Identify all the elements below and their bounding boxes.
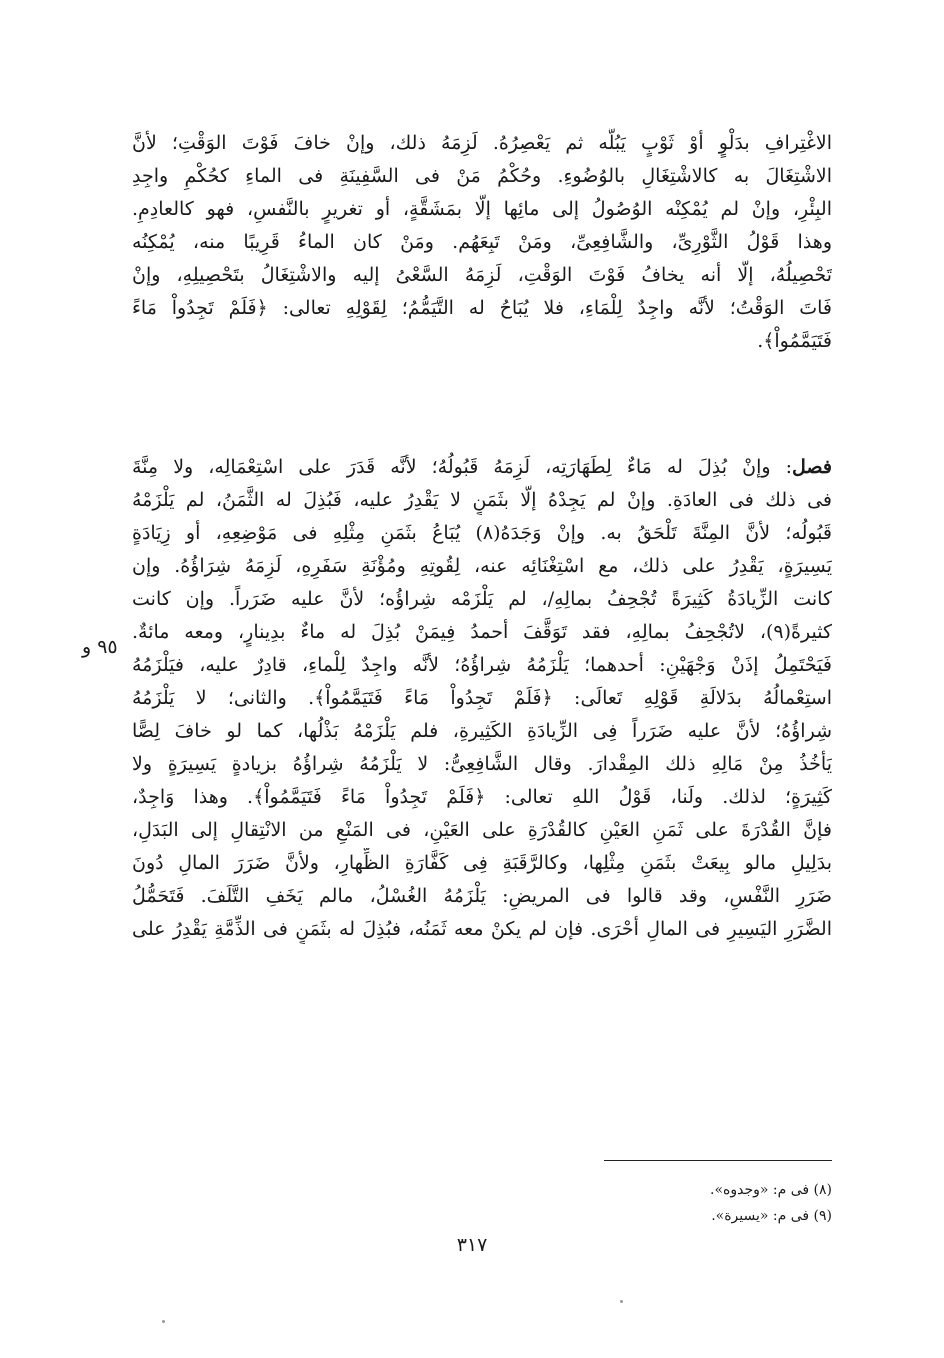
text-line — [132, 452, 832, 482]
text-line: وهذا قَوْلُ الثَّوْرِىِّ، والشَّافِعِىِّ، ومَنْ تَبِعَهُم. ومَنْ كان الماءُ قَرِيبًا منه، يُمْكِنُه — [132, 231, 832, 253]
text-line: كانت الزِّيادَةُ كَثِيرَةً تُجْحِفُ بمالِهِ/، لم يَلْزَمْه شِراؤُه؛ لأنَّ عليه ضَرَراً. وإن كانت — [132, 588, 832, 610]
text-line: شِراؤُهُ؛ لأنَّ عليه ضَرَراً فِى الزِّيادَةِ الكَثِيرةِ، فلم يَلْزَمْهُ بَذْلُها، كما لو خافَ لِصًّا — [132, 720, 832, 742]
text-line: كثيرةً(٩)، لاتُجْحِفُ بمالِهِ، فقد تَوَقَّفَ أحمدُ فِيمَنْ بُذِلَ له ماءٌ بدِينارٍ، ومعه مائةٌ. — [132, 621, 832, 643]
text-line: الاشْتِغَالَ به كالاشْتِغَالِ بالوُضُوءِ. وحُكْمُ مَنْ فى السَّفِينَةِ فى الماءِ كحُكْمِ واجِدِ — [132, 165, 832, 187]
scan-speck — [620, 1300, 623, 1303]
footnote: (٩) فى م: «يسيرة». — [711, 1208, 832, 1224]
text-line: تَحْصِيلُهُ، إلَّا أنه يخافُ فَوْتَ الوَقْتِ، لَزِمَهُ السَّعْىُ إليه والاشْتِغَالُ بتَحْصِيلِهِ، وإنْ — [132, 264, 832, 286]
footnote-separator — [604, 1160, 832, 1161]
text-line: استِعْمالُهُ بدَلالَةِ قَوْلِهِ تَعالَى: ﴿فَلَمْ تَجِدُواْ مَاءً فَتَيَمَّمُواْ﴾. والثانى؛ لا يَلْزَمُهُ — [132, 687, 832, 709]
text-line: فَتَيَمَّمُواْ﴾. — [757, 330, 832, 352]
text-line: يَأْخُذُ مِنْ مَالِهِ ذلك المِقْدارَ. وقال الشَّافِعِىُّ: لا يَلْزَمُهُ شِراؤُهُ بزيادةٍ يَسِيرَةٍ ولا — [132, 753, 832, 775]
page-number: ٣١٧ — [456, 1234, 488, 1256]
text-line: فَاتَ الوَقْتُ؛ لأنَّه واجِدٌ لِلْمَاءِ، فلا يُبَاحُ له التَّيَمُّمُ؛ لِقَوْلِهِ تعالى: ﴿فَلَمْ تَجِدُواْ مَاءً — [132, 297, 832, 319]
scan-speck — [162, 1320, 165, 1323]
text-line: يَسِيرَةٍ، يَقْدِرُ على ذلك، مع اسْتِغْنَائِه عنه، لِقُوتِهِ ومُؤْنَةِ سَفَرِهِ، لَزِمَهُ شِرَاؤُهُ. وإن — [132, 555, 832, 577]
footnote: (٨) فى م: «وجدوه». — [710, 1182, 832, 1198]
text-line: البِئْرِ، وإنْ لم يُمْكِنْه الوُصُولُ إلى مائِها إلَّا بمَشَقَّةٍ، أو تغريرٍ بالنَّفسِ، فهو كالعادِمِ. — [132, 198, 832, 220]
text-segment: : وإنْ بُذِلَ له مَاءٌ لِطَهَارَتِه، لَزِمَهُ قَبُولُهُ؛ لأنَّه قَدَرَ على اسْتِعْمَالِه، ولا مِنَّةَ — [132, 456, 793, 478]
text-line: قَبُولُه؛ لأنَّ المِنَّةَ تَلْحَقُ به. وإنْ وَجَدَهُ(٨) يُبَاعُ بثَمَنِ مِثْلِهِ فى مَوْضِعِهِ، أو زِيَادَةٍ — [132, 522, 832, 544]
text-line: الاغْتِرافِ بدَلْوٍ أوْ ثَوْبٍ يَبُلُّه ثم يَعْصِرُهُ. لَزِمَهُ ذلك، وإنْ خافَ فَوْتَ الوَقْتِ؛ لأنَّ — [132, 132, 832, 154]
text-line: فَيَحْتَمِلُ إذَنْ وَجْهَيْنِ: أحدهما؛ يَلْزَمُهُ شِراؤُهُ؛ لأنَّه واجِدٌ لِلْماءِ، قادِرٌ عليه، فيَلْزَمُهُ — [132, 654, 832, 676]
text-line: ضَرَرِ النَّفْسِ، وقد قالوا فى المريضِ: يَلْزَمُهُ الغُسْلُ، مالم يَخَفِ التَّلَفَ. فَتَحَمُّلُ — [132, 885, 832, 907]
margin-folio-note: ٩٥ و — [82, 636, 118, 658]
text-line: كَثِيرَةٍ؛ لذلك. ولَنا، قَوْلُ اللهِ تعالى: ﴿فَلَمْ تَجِدُواْ مَاءً فَتَيَمَّمُواْ﴾. وهذا وَاجِدٌ، — [132, 786, 832, 808]
text-line: فإنَّ القُدْرَةَ على ثَمَنِ العَيْنِ كالقُدْرَةِ على العَيْنِ، فى المَنْعِ من الانْتِقالِ إلى البَدَلِ، — [132, 819, 832, 841]
text-line: الضَّرَرِ اليَسِيرِ فى المالِ أحْرَى. فإن لم يكنْ معه ثَمَنُه، فبُذِلَ له بثَمَنٍ فى الذِّمَّةِ يَقْدِرُ على — [132, 918, 832, 940]
text-line: بدَلِيلِ مالو بِيعَتْ بثَمَنِ مِثْلِها، وكالرَّقَبَةِ فِى كَفَّارَةِ الظِّهارِ، ولأنَّ ضَرَرَ المالِ دُونَ — [132, 852, 832, 874]
text-line: فى ذلك فى العادَةِ. وإنْ لم يَجِدْهُ إلَّا بثَمَنٍ لا يَقْدِرُ عليه، فَبُذِلَ له الثَّمَنُ، لم يَلْزَمْهُ — [132, 489, 832, 511]
section-heading: فصل — [792, 456, 832, 478]
